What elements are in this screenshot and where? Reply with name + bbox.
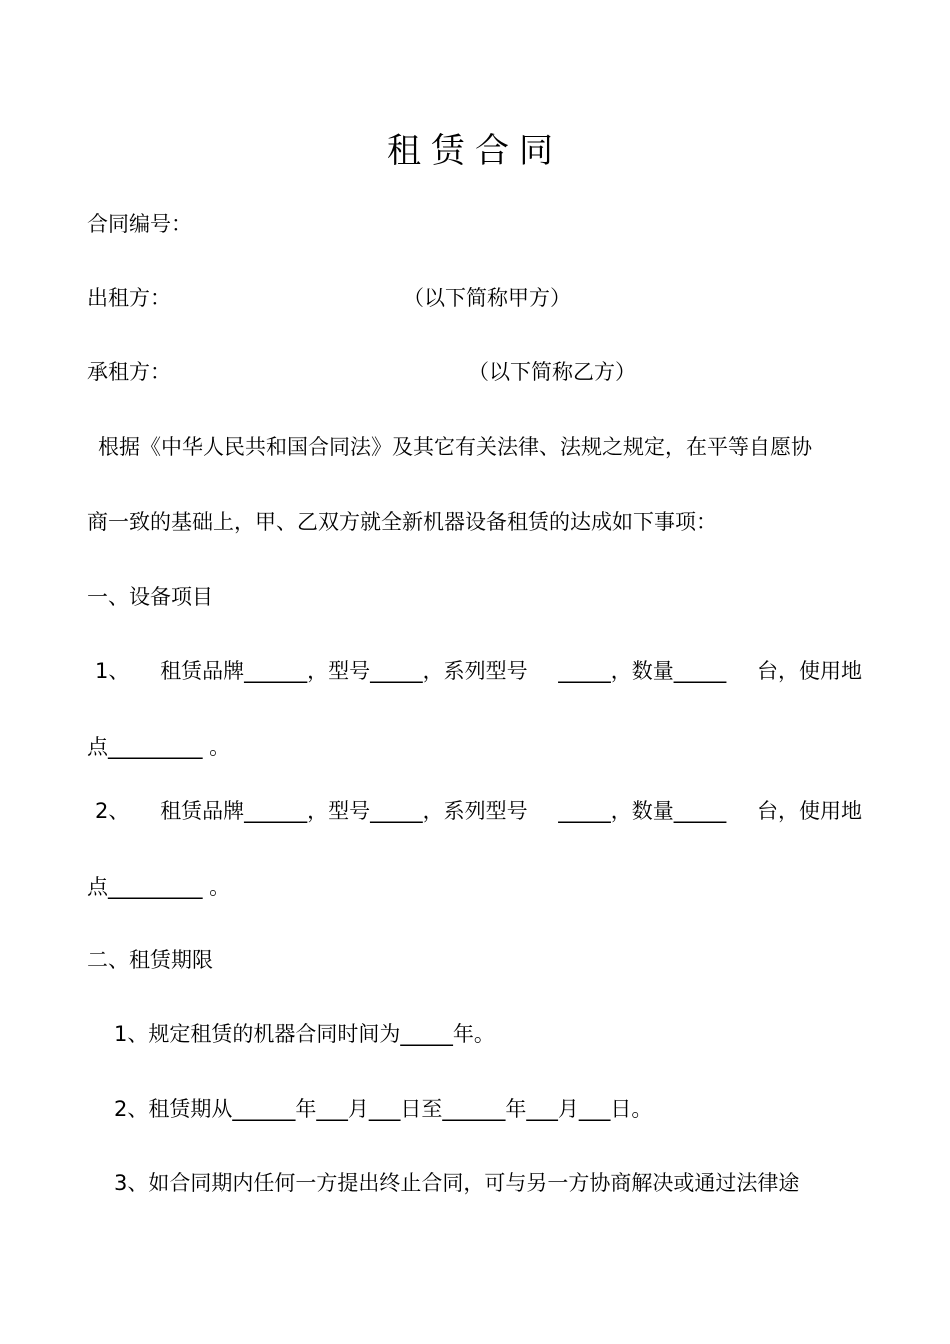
term-clause-2: 2、租赁期从______年___月___日至______年___月___日。 — [114, 1097, 653, 1121]
intro-paragraph-line-1: 根据《中华人民共和国合同法》及其它有关法律、法规之规定，在平等自愿协 — [98, 435, 812, 459]
section-heading-term: 二、租赁期限 — [87, 948, 213, 972]
term-clause-1: 1、规定租赁的机器合同时间为_____年。 — [114, 1022, 495, 1046]
lessor-label: 出租方： — [87, 286, 171, 310]
lessee-label: 承租方： — [87, 360, 171, 384]
item-location-label: 台，使用地 — [756, 659, 862, 683]
item-brand-model: 租赁品牌______，型号_____，系列型号 — [160, 799, 528, 823]
contract-number-label: 合同编号： — [87, 212, 192, 236]
section-heading-equipment: 一、设备项目 — [87, 585, 213, 609]
equipment-item-2-location: 点_________ 。 — [87, 875, 231, 899]
equipment-item-2 — [87, 796, 862, 826]
equipment-item-1 — [87, 656, 862, 686]
item-number: 1、 — [95, 659, 130, 683]
item-number: 2、 — [95, 799, 130, 823]
item-quantity: _____，数量_____ — [558, 799, 727, 823]
intro-paragraph-line-2: 商一致的基础上，甲、乙双方就全新机器设备租赁的达成如下事项： — [87, 510, 717, 534]
lessee-note: （以下简称乙方） — [468, 360, 636, 384]
lessor-note: （以下简称甲方） — [403, 286, 571, 310]
item-quantity: _____，数量_____ — [558, 659, 727, 683]
item-location-label: 台，使用地 — [756, 799, 862, 823]
term-clause-3: 3、如合同期内任何一方提出终止合同，可与另一方协商解决或通过法律途 — [114, 1171, 800, 1195]
item-brand-model: 租赁品牌______，型号_____，系列型号 — [160, 659, 528, 683]
equipment-item-1-location: 点_________ 。 — [87, 735, 231, 759]
page-title: 租赁合同 — [387, 131, 563, 171]
